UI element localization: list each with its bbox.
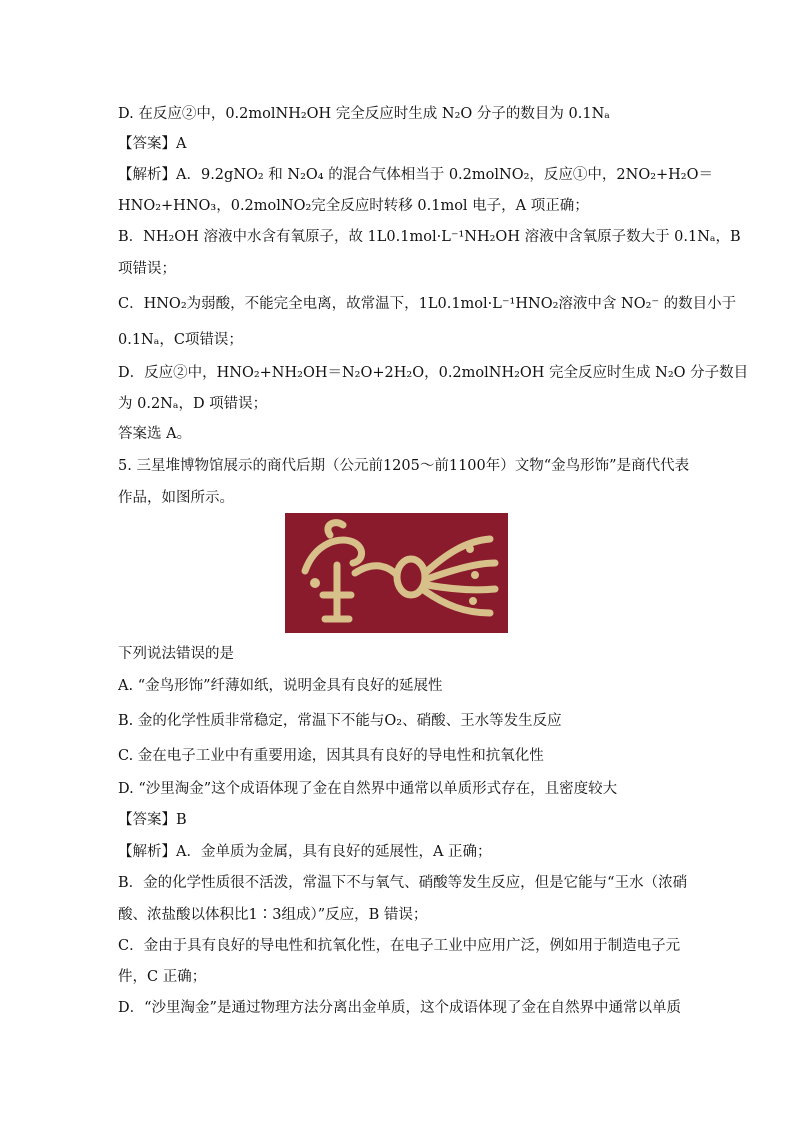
analysis-line: 件，C 正确； <box>118 969 207 985</box>
question-5-prompt: 下列说法错误的是 <box>118 646 234 662</box>
gold-bird-ornament-image <box>285 513 508 633</box>
option-b: B. 金的化学性质非常稳定，常温下不能与O₂、硝酸、王水等发生反应 <box>118 713 562 729</box>
analysis-line: C．HNO₂为弱酸，不能完全电离，故常温下，1L0.1mol·L⁻¹HNO₂溶液中含 NO₂⁻ 的数目小于 <box>118 296 737 312</box>
question-5-stem: 5. 三星堆博物馆展示的商代后期（公元前1205～前1100年）文物“金鸟形饰”是商代代表 <box>118 458 690 474</box>
analysis-line: HNO₂+HNO₃，0.2molNO₂完全反应时转移 0.1mol 电子，A 项正确； <box>118 198 589 214</box>
analysis-line: 为 0.2Nₐ，D 项错误； <box>118 396 268 412</box>
analysis-line: 酸、浓盐酸以体积比1∶3组成）”反应，B 错误； <box>118 907 428 923</box>
option-a: A. “金鸟形饰”纤薄如纸，说明金具有良好的延展性 <box>118 678 443 694</box>
answer-label-4: 【答案】A <box>118 136 187 152</box>
option-d-question-4: D. 在反应②中，0.2molNH₂OH 完全反应时生成 N₂O 分子的数目为 0.1Nₐ <box>118 106 610 122</box>
analysis-line: D．“沙里淘金”是通过物理方法分离出金单质，这个成语体现了金在自然界中通常以单质 <box>118 1000 681 1016</box>
gold-bird-ornament-icon <box>285 513 508 633</box>
analysis-line: 【解析】A．金单质为金属，具有良好的延展性，A 正确； <box>118 844 492 860</box>
analysis-line: C．金由于具有良好的导电性和抗氧化性，在电子工业中应用广泛，例如用于制造电子元 <box>118 938 681 954</box>
option-d: D. “沙里淘金”这个成语体现了金在自然界中通常以单质形式存在，且密度较大 <box>118 781 618 797</box>
analysis-line: B．金的化学性质很不活泼，常温下不与氧气、硝酸等发生反应，但是它能与“王水（浓硝 <box>118 875 688 891</box>
analysis-line: 项错误； <box>118 261 176 277</box>
option-c: C. 金在电子工业中有重要用途，因其具有良好的导电性和抗氧化性 <box>118 748 544 764</box>
analysis-line: D．反应②中，HNO₂+NH₂OH＝N₂O+2H₂O，0.2molNH₂OH 完全反应时生成 N₂O 分子数目 <box>118 365 749 381</box>
answer-label-5: 【答案】B <box>118 812 187 828</box>
conclusion-line: 答案选 A。 <box>118 426 192 442</box>
analysis-line: B．NH₂OH 溶液中水含有氧原子，故 1L0.1mol·L⁻¹NH₂OH 溶液中含氧原子数大于 0.1Nₐ，B <box>118 229 741 245</box>
analysis-line: 【解析】A．9.2gNO₂ 和 N₂O₄ 的混合气体相当于 0.2molNO₂，反应①中，2NO₂+H₂O＝ <box>118 167 714 183</box>
analysis-line: 0.1Nₐ，C项错误； <box>118 332 243 348</box>
question-5-stem: 作品，如图所示。 <box>118 490 234 506</box>
